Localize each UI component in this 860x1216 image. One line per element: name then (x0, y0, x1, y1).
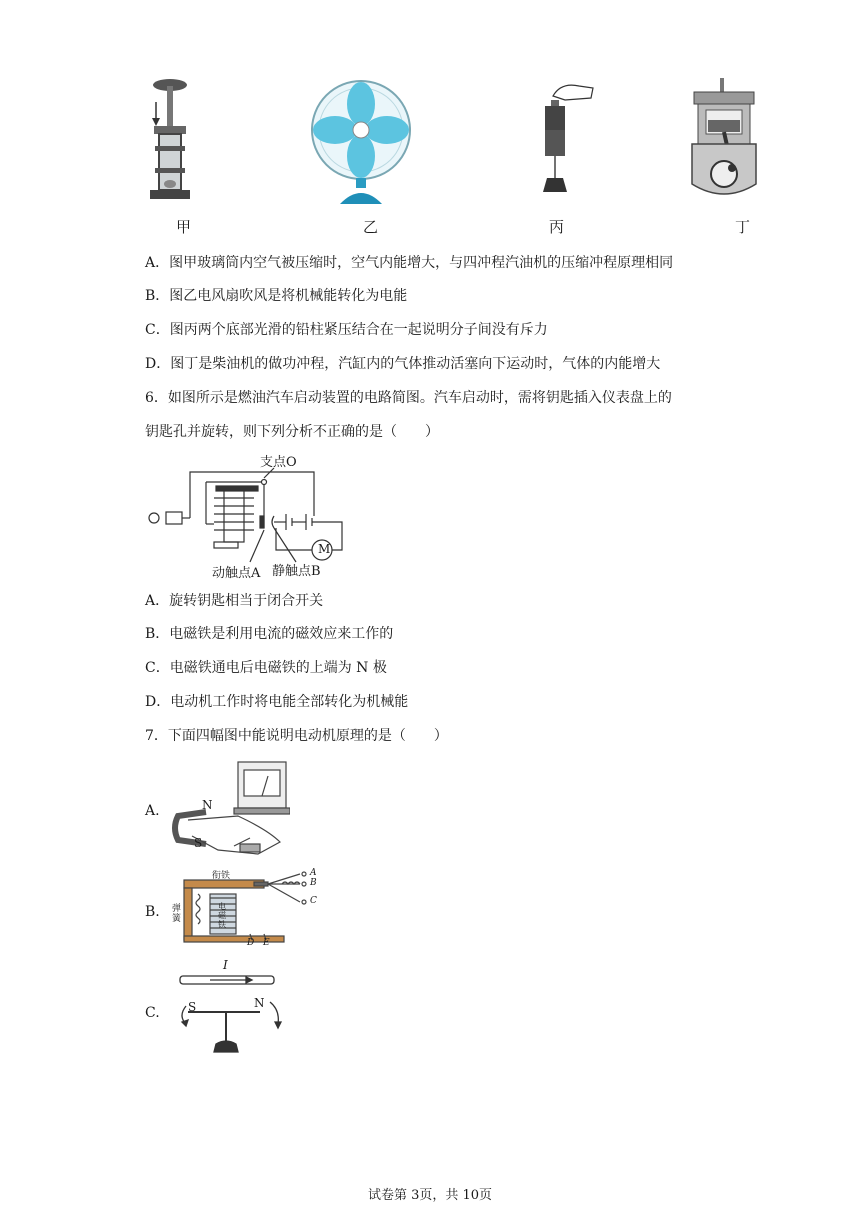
fig-b-label-e: E (263, 938, 270, 948)
fig-b-label-armature: 衔铁 (212, 871, 231, 881)
caption-yi: 乙 (363, 218, 379, 236)
caption-jia: 甲 (176, 218, 192, 236)
fig-b-label-d: D (247, 938, 255, 948)
fig-a-label-n: N (202, 798, 213, 812)
caption-ding: 丁 (735, 218, 751, 236)
caption-bing: 丙 (549, 218, 565, 236)
q6-circuit-diagram (146, 452, 346, 581)
q5-option-a: A．图甲玻璃筒内空气被压缩时，空气内能增大，与四冲程汽油机的压缩冲程原理相同 (145, 255, 674, 271)
q6-stem-line2: 钥匙孔并旋转，则下列分析不正确的是（ ） (145, 424, 439, 440)
figure-ding-engine (686, 76, 762, 206)
q6-option-c: C．电磁铁通电后电磁铁的上端为 N 极 (145, 660, 387, 676)
fig-b-label-magnet: 电磁铁 (218, 902, 226, 929)
fig-b-label-spring: 弹簧 (172, 904, 182, 924)
q7-figure-b (170, 868, 330, 950)
q7-option-b-letter: B. (145, 904, 160, 920)
q5-option-d: D．图丁是柴油机的做功冲程，汽缸内的气体推动活塞向下运动时，气体的内能增大 (145, 356, 661, 372)
fig-b-label-b: B (310, 878, 317, 888)
fig-b-label-a: A (310, 868, 317, 878)
q7-option-a-letter: A. (145, 803, 160, 819)
q6-option-a: A．旋转钥匙相当于闭合开关 (145, 593, 324, 609)
q6-stem-line1: 6．如图所示是燃油汽车启动装置的电路简图。汽车启动时，需将钥匙插入仪表盘上的 (145, 390, 672, 406)
label-moving-contact-a: 动触点A (212, 566, 261, 581)
label-static-contact-b: 静触点B (272, 564, 321, 579)
label-motor-m: M (318, 542, 331, 556)
page-footer: 试卷第 3页，共 10页 (367, 1188, 493, 1203)
q5-option-c: C．图丙两个底部光滑的铅柱紧压结合在一起说明分子间没有斥力 (145, 322, 548, 338)
fig-c-label-current: I (223, 958, 228, 972)
fig-c-label-s: S (188, 1000, 197, 1014)
q7-figure-a (168, 760, 290, 860)
fig-b-label-c: C (310, 896, 317, 906)
q7-option-c-letter: C. (145, 1005, 160, 1021)
fig-c-label-n: N (254, 996, 265, 1010)
q5-option-b: B．图乙电风扇吹风是将机械能转化为电能 (145, 288, 408, 304)
q7-stem: 7．下面四幅图中能说明电动机原理的是（ ） (145, 728, 448, 744)
label-pivot-o: 支点O (260, 455, 297, 470)
figure-bing-lead-cylinders (535, 76, 595, 206)
q6-option-d: D．电动机工作时将电能全部转化为机械能 (145, 694, 409, 710)
figure-jia (140, 76, 200, 206)
figure-yi-fan (306, 78, 416, 206)
q7-figure-c (170, 958, 290, 1058)
q6-option-b: B．电磁铁是利用电流的磁效应来工作的 (145, 626, 394, 642)
fig-a-label-s: S (194, 836, 203, 850)
